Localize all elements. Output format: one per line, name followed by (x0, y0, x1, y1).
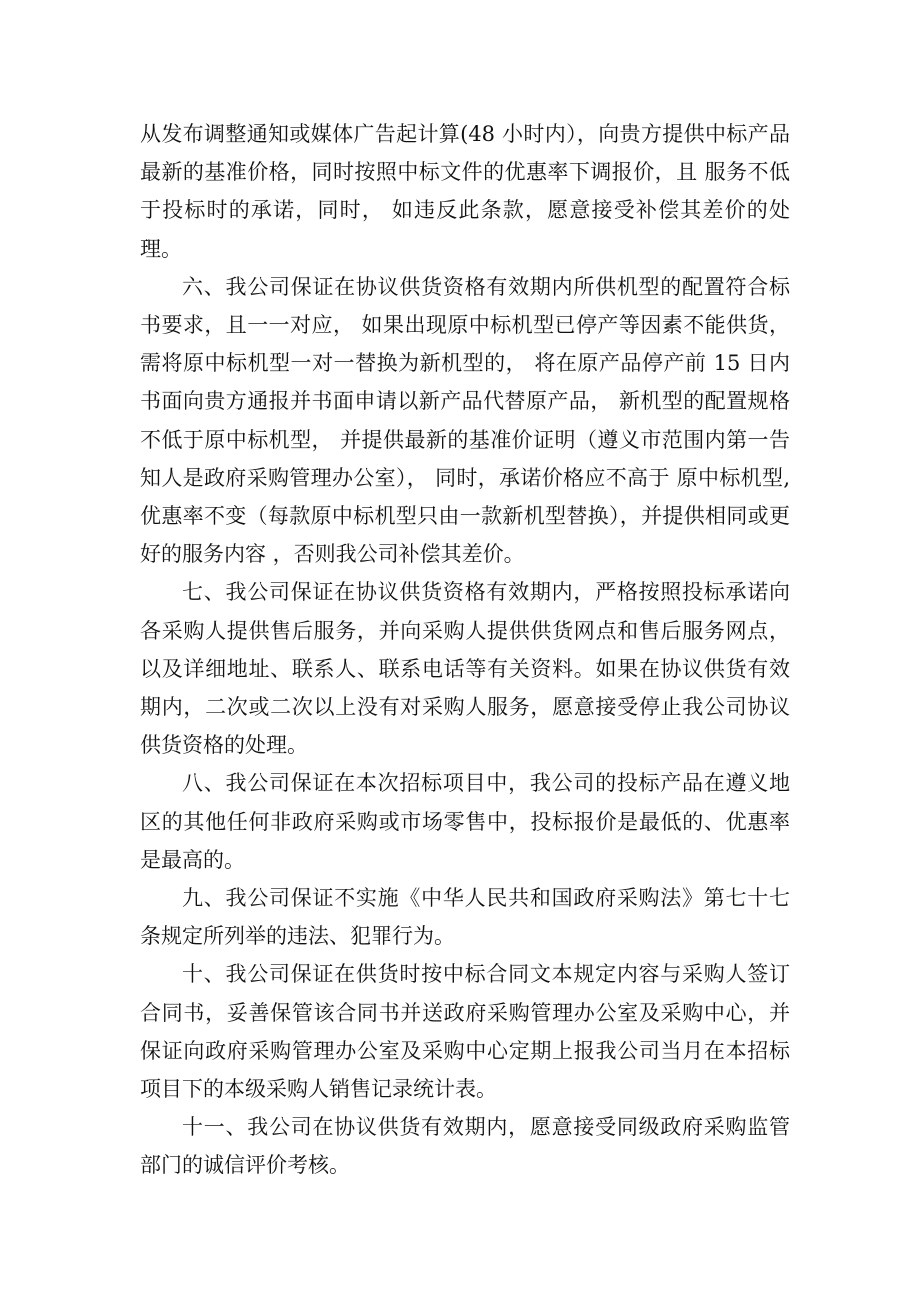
paragraph-clause-9: 九、我公司保证不实施《中华人民共和国政府采购法》第七十七条规定所列举的违法、犯罪行为。 (140, 886, 790, 949)
paragraph-clause-8: 八、我公司保证在本次招标项目中，我公司的投标产品在遵义地区的其他任何非政府采购或市场零售中，投标报价是最低的、优惠率是最高的。 (140, 771, 790, 872)
paragraph-clause-7: 七、我公司保证在协议供货资格有效期内，严格按照投标承诺向各采购人提供售后服务，并向采购人提供供货网点和售后服务网点，以及详细地址、联系人、联系电话等有关资料。如果在协议供货有效期内，二次或二次以上没有对采购人服务，愿意接受停止我公司协议供货资格的处理。 (140, 580, 790, 758)
paragraph-clause-11: 十一、我公司在协议供货有效期内，愿意接受同级政府采购监管部门的诚信评价考核。 (140, 1115, 790, 1178)
document-body (140, 115, 790, 1185)
paragraph-clause-10: 十、我公司保证在供货时按中标合同文本规定内容与采购人签订合同书，妥善保管该合同书并送政府采购管理办公室及采购中心，并保证向政府采购管理办公室及采购中心定期上报我公司当月在本招标项目下的本级采购人销售记录统计表。 (140, 962, 790, 1102)
paragraph-clause-6: 六、我公司保证在协议供货资格有效期内所供机型的配置符合标书要求，且一一对应， 如果出现原中标机型已停产等因素不能供货，需将原中标机型一对一替换为新机型的， 将在原产品停产前 15 日内书面向贵方通报并书面申请以新产品代替原产品， 新机型的配置规格不低于原中标机型， 并提供最新的基准价证明（遵义市范围内第一告知人是政府采购管理办公室）， 同时，承诺价格应不高于 原中标机型,优惠率不变（每款原中标机型只由一款新机型替换），并提供相同或更好的服务内容 ，否则我公司补偿其差价。 (140, 274, 790, 567)
paragraph-continuation: 从发布调整通知或媒体广告起计算(48 小时内），向贵方提供中标产品最新的基准价格，同时按照中标文件的优惠率下调报价，且 服务不低于投标时的承诺，同时， 如违反此条款，愿意接受补偿其差价的处理。 (140, 122, 790, 261)
